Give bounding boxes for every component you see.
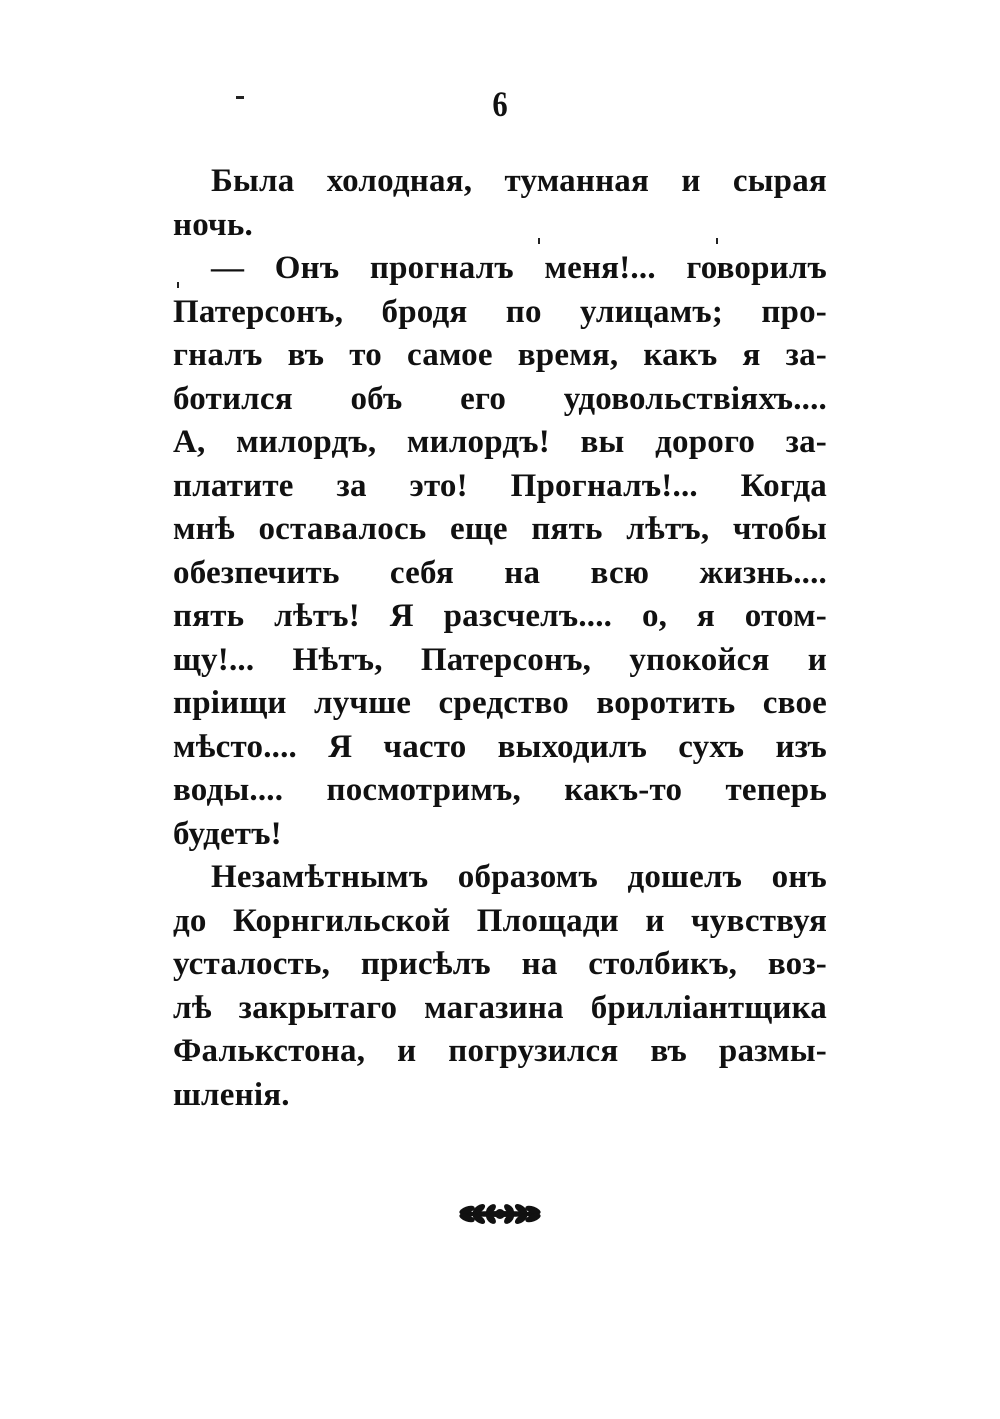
- text-line: ночь.: [173, 206, 253, 243]
- text-line: пять лѣтъ! Я разсчелъ.... о, я отом-: [173, 598, 827, 634]
- body-text: [173, 160, 827, 1117]
- text-line: Незамѣтнымъ образомъ дошелъ онъ: [211, 859, 827, 895]
- text-line: лѣ закрытаго магазина брилліантщика: [173, 989, 827, 1026]
- text-line: ботился объ его удовольствіяхъ....: [173, 380, 827, 417]
- text-line: шленія.: [173, 1076, 290, 1113]
- text-line: воды.... посмотримъ, какъ-то теперь: [173, 772, 827, 808]
- text-line: пріищи лучше средство воротить свое: [173, 685, 827, 721]
- text-line: гналъ въ то самое время, какъ я за-: [173, 337, 827, 373]
- text-line: усталость, присѣлъ на столбикъ, воз-: [173, 946, 827, 982]
- text-line: платите за это! Прогналъ!... Когда: [173, 467, 827, 504]
- text-line: до Корнгильской Площади и чувствуя: [173, 902, 827, 939]
- text-line: Патерсонъ, бродя по улицамъ; про-: [173, 293, 827, 330]
- text-line: обезпечить себя на всю жизнь....: [173, 554, 827, 591]
- text-line: будетъ!: [173, 815, 282, 852]
- fleuron-ornament-icon: [455, 1200, 545, 1228]
- page-number: 6: [492, 84, 508, 124]
- text-line: мѣсто.... Я часто выходилъ сухъ изъ: [173, 728, 827, 765]
- text-line: мнѣ оставалось еще пять лѣтъ, чтобы: [173, 511, 827, 547]
- text-line: щу!... Нѣтъ, Патерсонъ, упокойся и: [173, 641, 827, 678]
- text-line: А, милордъ, милордъ! вы дорого за-: [173, 424, 827, 460]
- text-line: Фалькстона, и погрузился въ размы-: [173, 1033, 827, 1069]
- text-line: — Онъ прогналъ меня!... говорилъ: [211, 250, 827, 286]
- text-line: Была холодная, туманная и сырая: [211, 163, 827, 199]
